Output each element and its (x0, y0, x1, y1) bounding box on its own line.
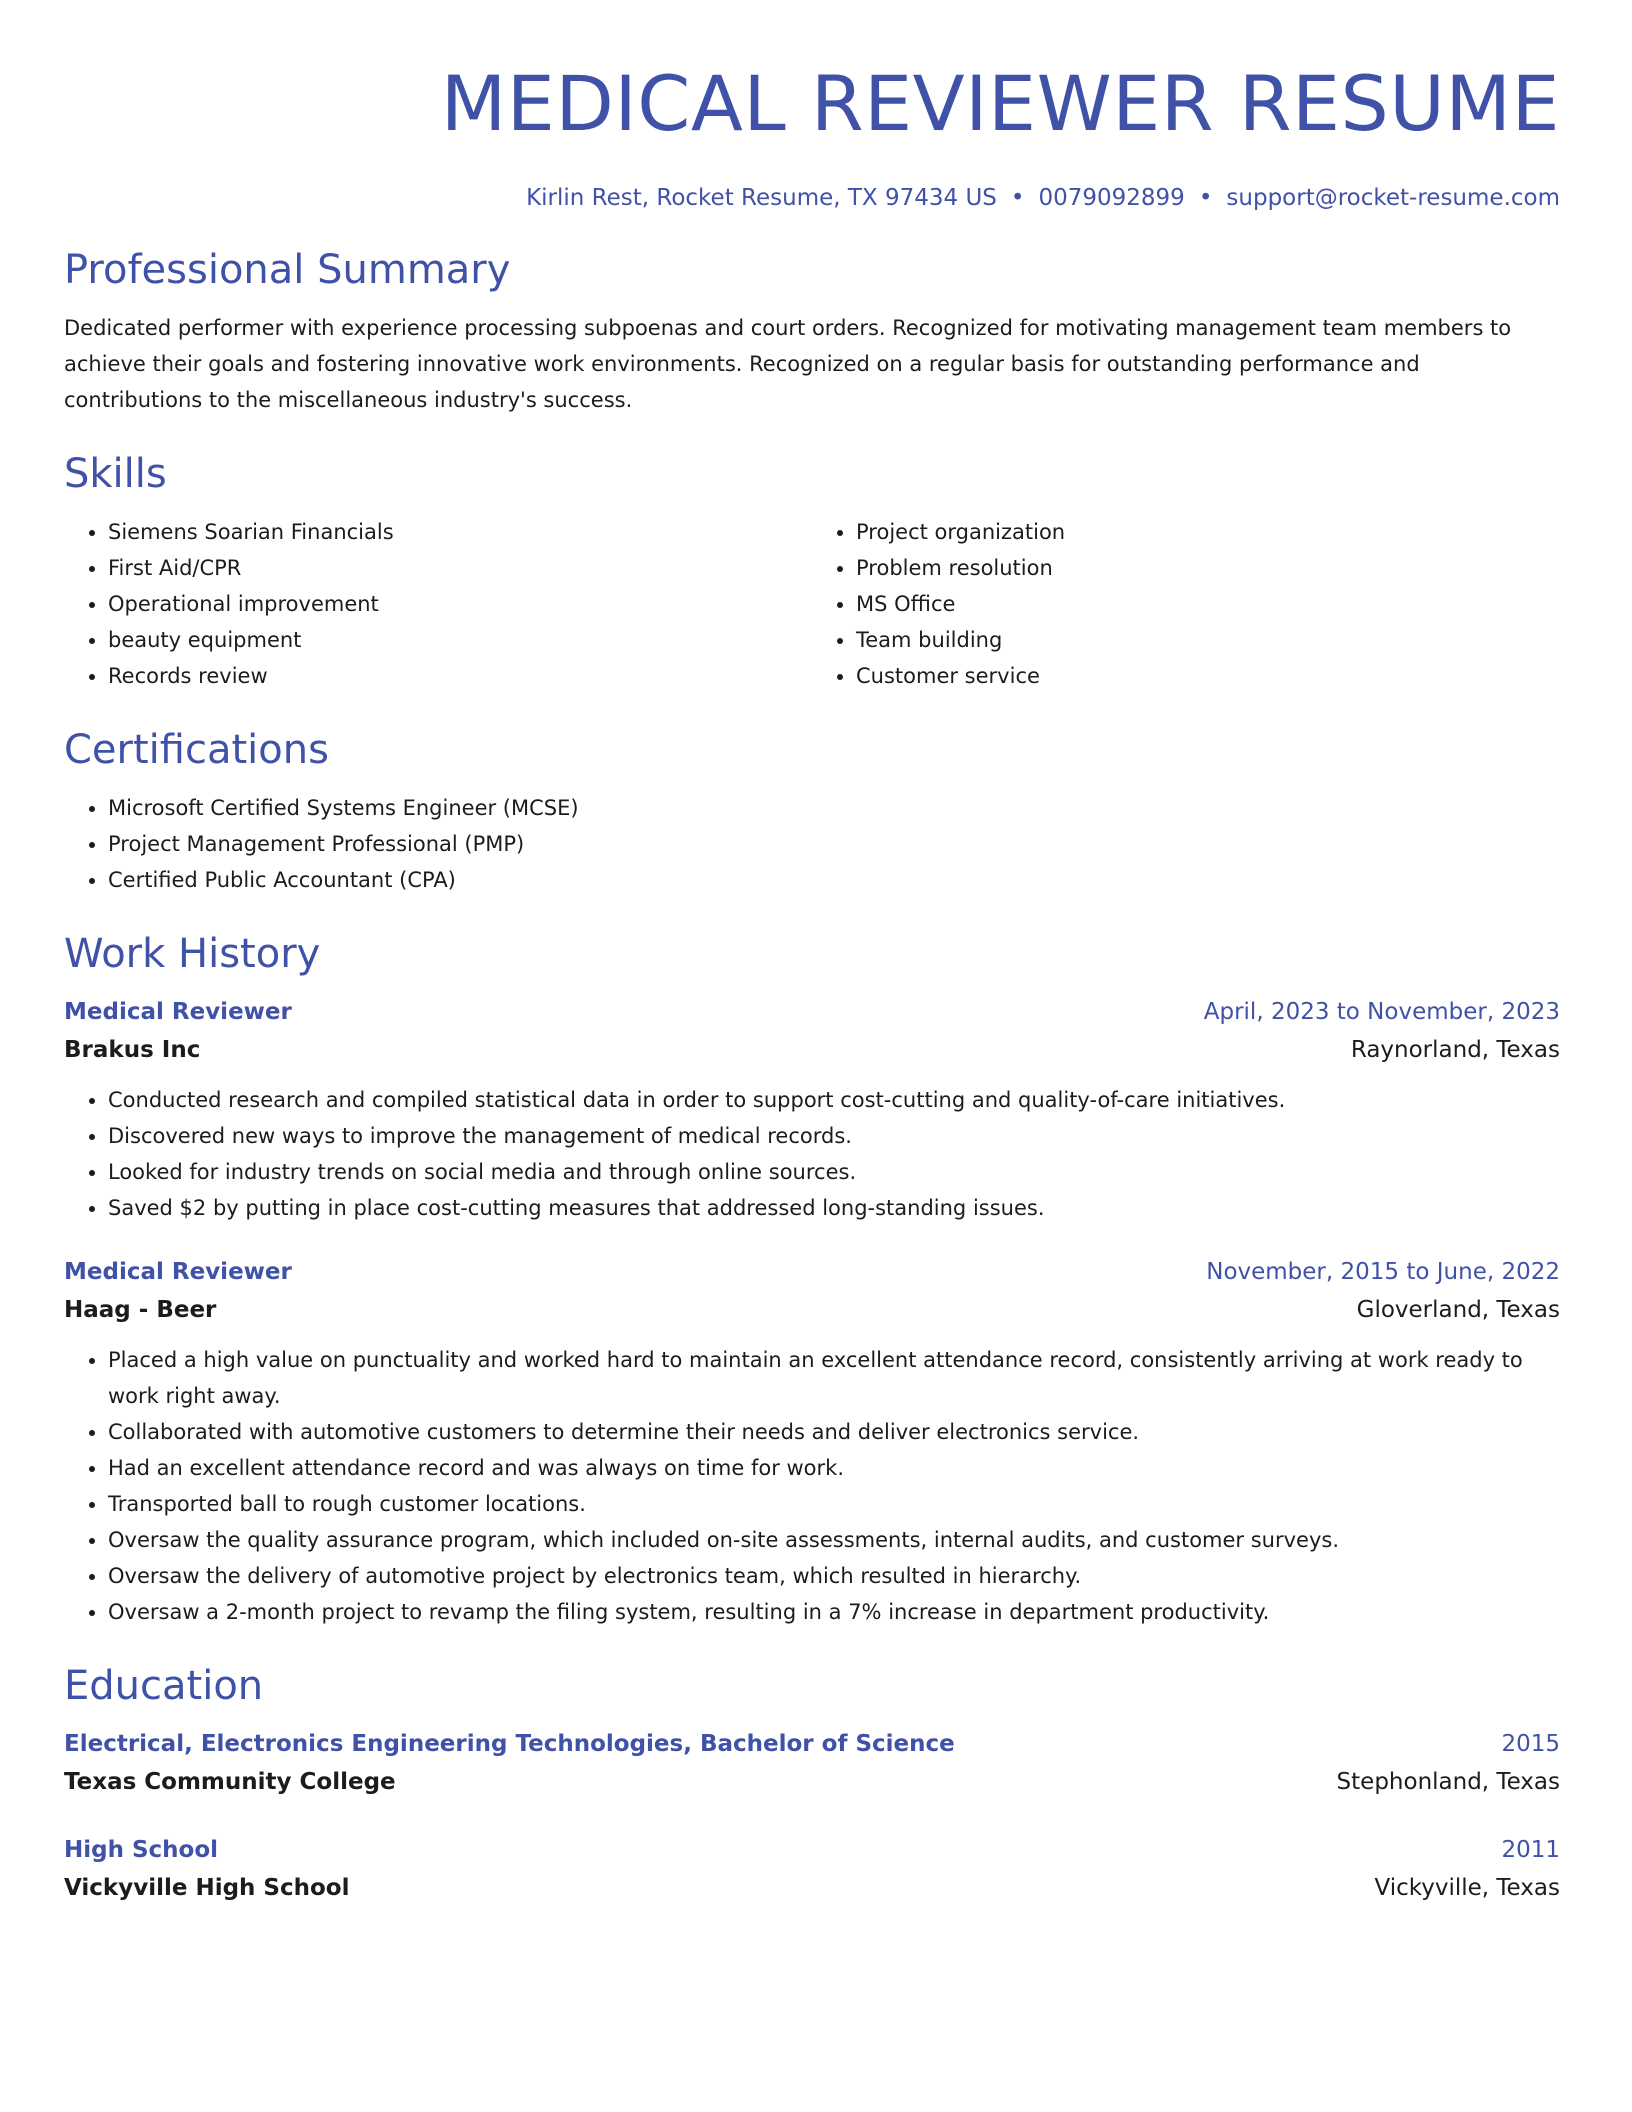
job-bullet: • Transported ball to rough customer locations. (108, 1486, 1560, 1522)
job-bullet: • Oversaw a 2-month project to revamp the filing system, resulting in a 7% increase in department productivity. (108, 1594, 1560, 1630)
education-location: Stephonland, Texas (1336, 1769, 1560, 1795)
resume-title: MEDICAL REVIEWER RESUME (440, 59, 1560, 148)
job-entry (64, 1254, 1560, 1630)
skill-item: • Operational improvement (108, 586, 812, 622)
skill-item: • Siemens Soarian Financials (108, 514, 812, 550)
skill-item: • Customer service (856, 658, 1560, 694)
certifications-section (64, 724, 1560, 898)
education-heading: Education (64, 1663, 264, 1709)
job-bullets (64, 1342, 1560, 1630)
education-school-row (64, 1868, 1560, 1908)
job-company-row (64, 1290, 1560, 1330)
job-bullet: • Looked for industry trends on social media and through online sources. (108, 1154, 1560, 1190)
job-dates: November, 2015 to June, 2022 (1206, 1259, 1560, 1285)
skill-item: • beauty equipment (108, 622, 812, 658)
summary-text: Dedicated performer with experience processing subpoenas and court orders. Recognized for motivating management team members to achieve their goals and fostering innovative work environments. Recognized on a regular basis for outstanding performance and contributions to the miscellaneous industry's success. (64, 316, 1512, 412)
job-company-row (64, 1030, 1560, 1070)
work-history-section (64, 928, 1560, 1630)
job-bullets (64, 1082, 1560, 1226)
work-history-heading: Work History (64, 931, 321, 977)
education-year: 2015 (1501, 1731, 1560, 1757)
education-year: 2011 (1501, 1837, 1560, 1863)
job-title: Medical Reviewer (64, 999, 292, 1025)
job-title: Medical Reviewer (64, 1259, 292, 1285)
summary-heading: Professional Summary (64, 247, 511, 293)
certification-item: • Certified Public Accountant (CPA) (108, 862, 1560, 898)
contact-address: Kirlin Rest, Rocket Resume, TX 97434 US (526, 185, 997, 211)
skills-section (64, 448, 1560, 694)
job-bullet: • Had an excellent attendance record and was always on time for work. (108, 1450, 1560, 1486)
certification-item: • Project Management Professional (PMP) (108, 826, 1560, 862)
contact-line (64, 182, 1560, 214)
skill-item: • Team building (856, 622, 1560, 658)
job-bullet: • Placed a high value on punctuality and worked hard to maintain an excellent attendance record, consistently arriving at work ready to work right away. (108, 1342, 1560, 1414)
education-entry (64, 1726, 1560, 1802)
skills-right-list (812, 514, 1560, 694)
education-school: Vickyville High School (64, 1875, 350, 1901)
education-school-row (64, 1762, 1560, 1802)
contact-separator: • (1198, 185, 1213, 211)
job-bullet: • Conducted research and compiled statistical data in order to support cost-cutting and quality-of-care initiatives. (108, 1082, 1560, 1118)
resume-page (64, 48, 1560, 1908)
skill-item: • MS Office (856, 586, 1560, 622)
certifications-heading: Certifications (64, 727, 329, 773)
job-company: Haag - Beer (64, 1297, 217, 1323)
skill-item: • Problem resolution (856, 550, 1560, 586)
education-location: Vickyville, Texas (1374, 1875, 1560, 1901)
certification-item: • Microsoft Certified Systems Engineer (MCSE) (108, 790, 1560, 826)
contact-email[interactable]: support@rocket-resume.com (1226, 185, 1560, 211)
skill-item: • Project organization (856, 514, 1560, 550)
skills-left-list (64, 514, 812, 694)
job-location: Gloverland, Texas (1356, 1297, 1560, 1323)
education-header-row (64, 1832, 1560, 1868)
job-header-row (64, 1254, 1560, 1290)
job-bullet: • Collaborated with automotive customers to determine their needs and deliver electronics service. (108, 1414, 1560, 1450)
job-bullet: • Discovered new ways to improve the management of medical records. (108, 1118, 1560, 1154)
education-entry (64, 1832, 1560, 1908)
skills-heading: Skills (64, 451, 167, 497)
education-degree: Electrical, Electronics Engineering Technologies, Bachelor of Science (64, 1731, 955, 1757)
skill-item: • Records review (108, 658, 812, 694)
skills-grid (64, 514, 1560, 694)
job-bullet: • Oversaw the delivery of automotive project by electronics team, which resulted in hierarchy. (108, 1558, 1560, 1594)
education-school: Texas Community College (64, 1769, 396, 1795)
education-section (64, 1660, 1560, 1908)
job-bullet: • Oversaw the quality assurance program, which included on-site assessments, internal audits, and customer surveys. (108, 1522, 1560, 1558)
job-location: Raynorland, Texas (1350, 1037, 1560, 1063)
contact-phone: 0079092899 (1038, 185, 1185, 211)
job-header-row (64, 994, 1560, 1030)
certifications-list (64, 790, 1560, 898)
job-entry (64, 994, 1560, 1226)
contact-separator: • (1010, 185, 1025, 211)
education-header-row (64, 1726, 1560, 1762)
skill-item: • First Aid/CPR (108, 550, 812, 586)
job-company: Brakus Inc (64, 1037, 201, 1063)
job-bullet: • Saved $2 by putting in place cost-cutting measures that addressed long-standing issues. (108, 1190, 1560, 1226)
job-dates: April, 2023 to November, 2023 (1203, 999, 1560, 1025)
education-degree: High School (64, 1837, 219, 1863)
summary-section (64, 244, 1560, 418)
